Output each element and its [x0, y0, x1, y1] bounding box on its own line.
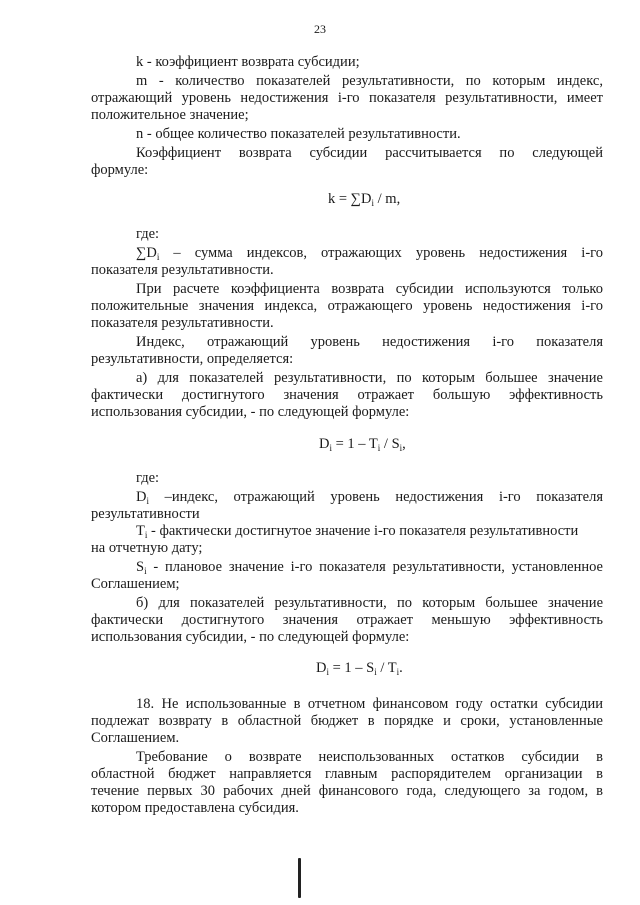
where-label-2: где:	[136, 470, 160, 486]
formula-d-case-b: $D_i = 1 - S_i / T_i$.	[316, 660, 403, 677]
case-a-line1: а) для показателей результативности, по которым большее значение	[136, 370, 603, 386]
return-requirement-line2: областной бюджет направляется главным распорядителем организации в	[91, 766, 603, 782]
coefficient-intro-line2: формуле:	[91, 162, 149, 178]
si-definition-line2: Соглашением;	[91, 576, 180, 592]
positive-values-line2: положительные значения индекса, отражающего уровень недостижения i-го	[91, 298, 603, 314]
index-intro-line2: результативности, определяется:	[91, 351, 294, 367]
sum-definition-line2: показателя результативности.	[91, 262, 274, 278]
definition-m-line2: отражающий уровень недостижения i-го показателя результативности, имеет	[91, 90, 603, 106]
index-intro-line1: Индекс, отражающий уровень недостижения i-го показателя	[136, 334, 603, 350]
si-definition-line1: $S_i$ - плановое значение i-го показателя результативности, установленное	[136, 559, 603, 576]
binding-mark	[298, 858, 301, 898]
definition-n: n - общее количество показателей результативности.	[136, 126, 461, 142]
return-requirement-line1: Требование о возврате неиспользованных остатков субсидии в	[136, 749, 603, 765]
coefficient-intro-line1: Коэффициент возврата субсидии рассчитывается по следующей	[136, 145, 603, 161]
return-requirement-line3: течение первых 30 рабочих дней финансового года, следующего за годом, в	[91, 783, 603, 799]
definition-m-line3: положительное значение;	[91, 107, 249, 123]
clause-18-line3: Соглашением.	[91, 730, 180, 746]
case-b-line3: использования субсидии, - по следующей формуле:	[91, 629, 410, 645]
di-definition-line2: результативности	[91, 506, 200, 522]
where-label-1: где:	[136, 226, 160, 242]
case-b-line1: б) для показателей результативности, по которым большее значение	[136, 595, 603, 611]
positive-values-line3: показателя результативности.	[91, 315, 274, 331]
di-definition-line1: $D_i$ –индекс, отражающий уровень недостижения i-го показателя	[136, 489, 603, 506]
definition-m-line1: m - количество показателей результативности, по которым индекс,	[136, 73, 603, 89]
clause-18-line2: подлежат возврату в областной бюджет в порядке и сроки, установленные	[91, 713, 603, 729]
ti-definition-line2: на отчетную дату;	[91, 540, 203, 556]
case-a-line3: использования субсидии, - по следующей формуле:	[91, 404, 410, 420]
return-requirement-line4: котором предоставлена субсидия.	[91, 800, 299, 816]
formula-d-case-a: $D_i = 1 - T_i / S_i$,	[319, 436, 406, 453]
case-b-line2: фактически достигнутого значения отражает меньшую эффективность	[91, 612, 603, 628]
definition-k: k - коэффициент возврата субсидии;	[136, 54, 360, 70]
page-number: 23	[314, 22, 326, 36]
ti-definition-line1: $T_i$ - фактически достигнутое значение i-го показателя результативности	[136, 523, 579, 540]
case-a-line2: фактически достигнутого значения отражает большую эффективность	[91, 387, 603, 403]
clause-18-line1: 18. Не использованные в отчетном финансовом году остатки субсидии	[136, 696, 603, 712]
formula-k: $k = \sum D_i / m$,	[328, 191, 401, 208]
positive-values-line1: При расчете коэффициента возврата субсидии используются только	[136, 281, 603, 297]
sum-definition-line1: $\sum D_i$ – сумма индексов, отражающих уровень недостижения i-го	[136, 245, 603, 262]
